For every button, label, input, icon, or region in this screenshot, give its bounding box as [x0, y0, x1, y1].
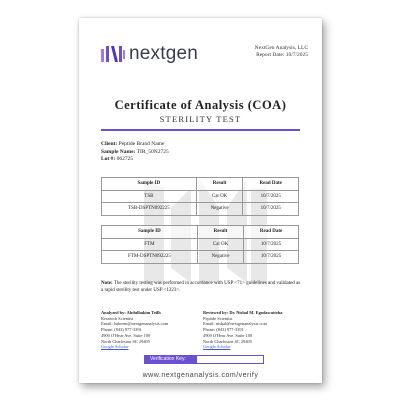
analyst-address-1: 4900 O'Hear Ave. Suite 100 [101, 332, 151, 338]
sample-label: Sample Name: [101, 148, 136, 155]
cell-sample-id: TSB-DSPTN092225 [102, 203, 197, 216]
table-row [102, 238, 299, 251]
analyst-heading: Analyzed by: Abdulhakim Teilh [101, 310, 161, 315]
analyst-title: Research Scientist [101, 315, 134, 321]
client-details [101, 141, 169, 164]
cell-result: Negative [196, 203, 243, 216]
brand-name: nextgen [129, 43, 199, 64]
table-row [102, 251, 299, 264]
analyst-email: Email: hakeem@nextgenanalysis.com [101, 321, 169, 327]
reviewer-scholar-link[interactable]: Google Scholar [203, 344, 231, 350]
reviewer-phone: Phone: (843) 977-3391 [203, 327, 244, 333]
sample-line [101, 149, 169, 157]
report-date: Report Date: 10/7/2025 [256, 52, 308, 58]
reviewer-email: Email: nishal@nextgenanalysis.com [203, 321, 268, 327]
document-subtitle: STERILITY TEST [159, 114, 242, 124]
lot-line [101, 156, 169, 164]
note-label: Note: [101, 281, 113, 286]
brand-logo [101, 43, 198, 65]
verification-key-label: Verification Key: [145, 356, 197, 363]
reviewer-address-2: North Charleston SC 29405 [203, 338, 252, 344]
verification-key-value [197, 356, 263, 363]
lab-info [255, 45, 308, 59]
header-read-date: Read Date [244, 226, 299, 239]
header-read-date: Read Date [243, 178, 299, 191]
cell-sample-id: TSB [102, 190, 197, 203]
header-sample-id: Sample ID [102, 178, 197, 191]
verification-key-box [144, 355, 264, 364]
note-text: The sterility testing was performed in accordance with USP <71> guidelines and validated as a rapid sterility test under USP <1223>. [101, 281, 301, 293]
table-header-row [102, 226, 299, 239]
header-sample-id: Sample ID [102, 226, 198, 239]
header-result: Result [197, 226, 243, 239]
header-result: Result [196, 178, 243, 191]
table-row [102, 203, 299, 216]
document-title: Certificate of Analysis (COA) [114, 98, 287, 112]
results-table-tsb [101, 177, 299, 216]
title-divider [101, 129, 300, 131]
results-table-ftm [101, 225, 299, 264]
cell-sample-id: FTM-DSPTN092225 [102, 251, 198, 264]
lot-value: 062725 [116, 156, 134, 163]
client-label: Client: [101, 141, 118, 147]
table-header-row [102, 178, 299, 191]
cell-read-date: 10/7/2025 [244, 251, 299, 264]
cell-read-date: 10/7/2025 [243, 203, 299, 216]
analyst-scholar-link[interactable]: Google Scholar [101, 344, 129, 350]
analyst-address-2: North Charleston SC 29405 [101, 338, 150, 344]
coa-document [79, 18, 322, 383]
reviewer-heading: Reviewed by: Dr. Nishal M. Egodawatteha [203, 310, 283, 315]
client-line [101, 141, 169, 149]
lot-label: Lot #: [101, 156, 116, 163]
lab-company: NextGen Analysis, LLC [254, 45, 308, 51]
sample-value: TIR_50N2725 [136, 148, 169, 155]
cell-result: Negative [197, 251, 243, 264]
reviewer-title: Peptide Scientist [203, 315, 233, 321]
reviewer-address-1: 4900 O'Hear Ave. Suite 100 [203, 332, 253, 338]
cell-result: Cat OK [197, 238, 243, 251]
cell-result: Cat OK [196, 190, 243, 203]
cell-read-date: 10/7/2025 [244, 238, 299, 251]
client-value: Peptide Brand Name [118, 141, 165, 147]
analyst-phone: Phone: (843) 977-3391 [101, 327, 142, 333]
cell-read-date: 10/7/2025 [243, 190, 299, 203]
verify-url[interactable]: www.nextgenanalysis.com/verify [142, 372, 259, 379]
test-note [101, 281, 301, 294]
cell-sample-id: FTM [102, 238, 198, 251]
nextgen-logo-icon [101, 44, 125, 64]
reviewer-signature-block [203, 310, 303, 350]
analyst-signature-block [101, 310, 201, 350]
table-row [102, 190, 299, 203]
